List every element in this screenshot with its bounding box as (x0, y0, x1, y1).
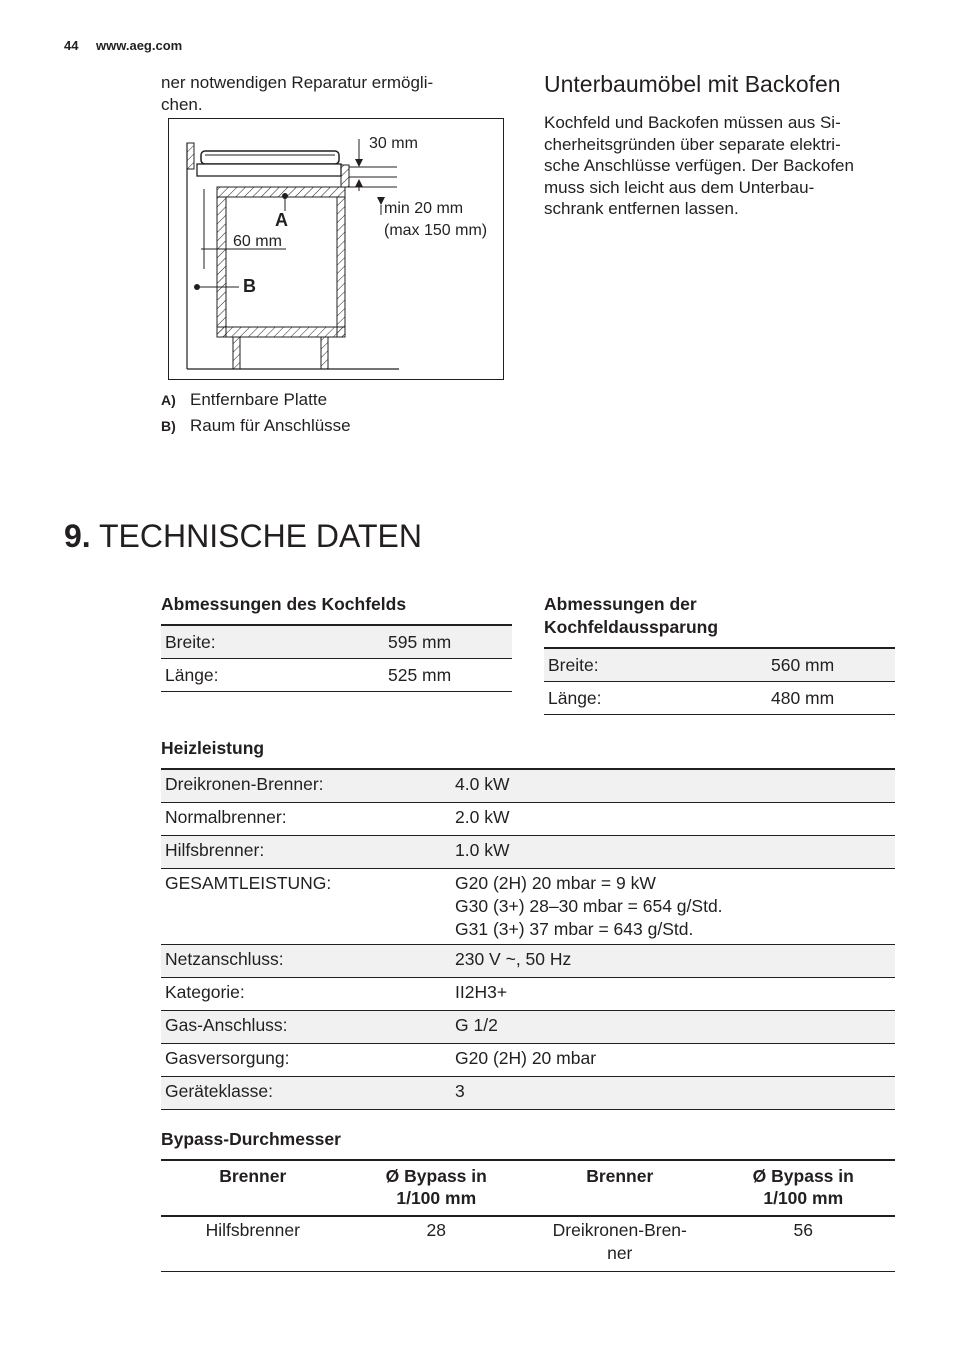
column-header: Ø Bypass in 1/100 mm (712, 1160, 896, 1216)
table-row: Länge: 480 mm (544, 682, 895, 715)
legend-item: A) Entfernbare Platte (161, 390, 328, 409)
table-row: Normalbrenner: 2.0 kW (161, 803, 895, 836)
cabinet-drawing (169, 119, 503, 379)
table-row: Breite: 595 mm (161, 625, 512, 659)
table-row: Dreikronen-Brenner: 4.0 kW (161, 769, 895, 803)
oven-section-text: Kochfeld und Backofen müssen aus Si- cherheitsgründen über separate elektri- sche Anschlüsse verfügen. Der Backofen muss sich leicht aus dem Unterbau- schrank entfernen lassen. (544, 113, 854, 218)
chapter-heading (64, 517, 422, 555)
column-header: Brenner (161, 1160, 345, 1216)
dimension-max-150mm: (max 150 mm) (384, 222, 488, 239)
table-row: Gasversorgung: G20 (2H) 20 mbar (161, 1044, 895, 1077)
label-a: A (275, 210, 288, 230)
chapter-title: TECHNISCHE DATEN (99, 518, 422, 554)
column-header: Ø Bypass in 1/100 mm (345, 1160, 529, 1216)
website-url: www.aeg.com (96, 38, 183, 53)
dimension-30mm: 30 mm (369, 135, 418, 152)
cutout-dimensions-table (544, 647, 895, 715)
table-title-bypass: Bypass-Durchmesser (161, 1129, 341, 1149)
diagram-legend (161, 387, 351, 439)
table-row: Kategorie: II2H3+ (161, 978, 895, 1011)
hob-dimensions-table (161, 624, 512, 692)
table-row: Hilfsbrenner: 1.0 kW (161, 836, 895, 869)
table-row: GESAMTLEISTUNG: G20 (2H) 20 mbar = 9 kW G30 (3+) 28–30 mbar = 654 g/Std. G31 (3+) 37 mbar = 643 g/Std. (161, 869, 895, 945)
table-row: Geräteklasse: 3 (161, 1077, 895, 1110)
dimension-60mm: 60 mm (233, 233, 282, 250)
heat-output-table (161, 768, 895, 1110)
bypass-table (161, 1159, 895, 1272)
column-header: Brenner (528, 1160, 712, 1216)
table-title-heat: Heizleistung (161, 738, 265, 758)
table-row: Hilfsbrenner 28 Dreikronen-Bren- ner 56 (161, 1216, 895, 1272)
table-row: Länge: 525 mm (161, 659, 512, 692)
table-title-cutout: Abmessungen der Kochfeldaussparung (544, 594, 719, 637)
page-number: 44 (64, 38, 79, 53)
label-b: B (243, 276, 256, 296)
dimension-min-20mm: min 20 mm (384, 200, 464, 217)
legend-item: B) Raum für Anschlüsse (161, 416, 351, 435)
table-row: Netzanschluss: 230 V ~, 50 Hz (161, 945, 895, 978)
intro-text: ner notwendigen Reparatur ermögli- chen. (161, 73, 434, 114)
chapter-number: 9. (64, 518, 91, 554)
table-row: Gas-Anschluss: G 1/2 (161, 1011, 895, 1044)
table-title-hob: Abmessungen des Kochfelds (161, 594, 407, 614)
table-row: Breite: 560 mm (544, 648, 895, 682)
table-header-row (161, 1160, 895, 1216)
section-title-oven: Unterbaumöbel mit Backofen (544, 71, 841, 97)
installation-diagram (168, 118, 504, 380)
